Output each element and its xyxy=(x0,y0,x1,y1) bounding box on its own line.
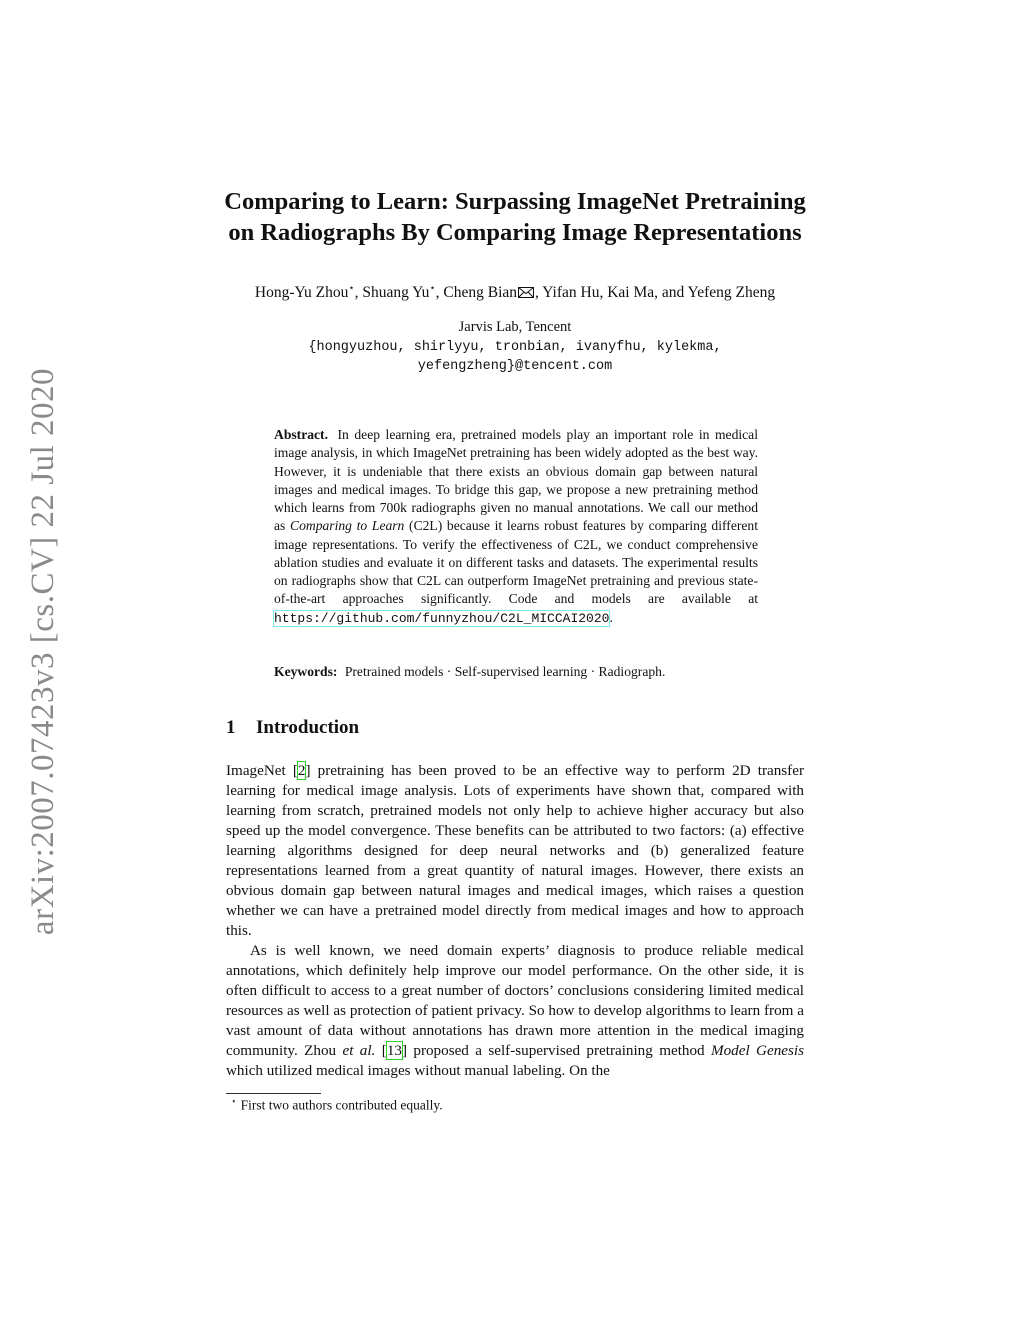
emails-line-2: yefengzheng}@tencent.com xyxy=(417,359,613,374)
para2-text-4: which utilized medical images without manual labeling. On the xyxy=(226,1062,610,1079)
paper-title xyxy=(200,186,830,248)
footnote-star: ⋆ xyxy=(231,1096,237,1106)
remaining-authors: , Yifan Hu, Kai Ma, and Yefeng Zheng xyxy=(535,284,776,302)
abstract-label: Abstract. xyxy=(274,427,328,442)
section-heading xyxy=(226,717,359,739)
title-line-1: Comparing to Learn: Surpassing ImageNet Pretraining xyxy=(224,188,806,215)
affiliation: Jarvis Lab, Tencent xyxy=(458,319,572,335)
para1-text-1: ImageNet [ xyxy=(226,762,298,779)
author-list xyxy=(200,283,830,302)
section-title: Introduction xyxy=(256,717,360,738)
model-name: Model Genesis xyxy=(711,1042,804,1059)
para2-text-3: ] proposed a self-supervised pretraining method xyxy=(401,1042,711,1059)
author-emails xyxy=(200,338,830,376)
keywords-label: Keywords: xyxy=(274,664,338,679)
para2-text-2: [ xyxy=(375,1042,387,1059)
abstract xyxy=(274,426,758,628)
abstract-text-1: In deep learning era, pretrained models play an important role in medical image analysis, in which ImageNet pretraining has been widely adopted as the best way. However, it is undeniable that there exists an obvious domain gap between natural images and medical images. To bridge this gap, we propose a new pretraining method which learns from 700k radiographs given no manual annotations. We call our method as xyxy=(274,427,758,534)
author-1: Hong-Yu Zhou xyxy=(254,284,349,302)
keywords xyxy=(274,664,758,680)
para1-text-2: ] pretraining has been proved to be an effective way to perform 2D transfer learning for medical image analysis. Lots of experiments have shown that, compared with learning from scratch, pretrained models not only help to achieve higher accuracy but also speed up the model convergence. These benefits can be attributed to two factors: (a) effective learning algorithms designed for deep neural networks and (b) generalized feature representations learned from a great quantity of natural images. However, there exists an obvious domain gap between natural images and medical images, which raises a question whether we can have a pretrained model directly from medical images and how to approach this. xyxy=(226,762,804,939)
citation-link[interactable]: 2 xyxy=(297,762,306,779)
footnote xyxy=(231,1096,443,1114)
title-line-2: on Radiographs By Comparing Image Representations xyxy=(228,219,802,246)
author-3: , Cheng Bian xyxy=(435,284,518,302)
body-text xyxy=(226,761,804,1081)
keywords-text: Pretrained models · Self-supervised learning · Radiograph. xyxy=(344,664,666,679)
footnote-rule xyxy=(226,1093,321,1094)
arxiv-identifier: arXiv:2007.07423v3 [cs.CV] 22 Jul 2020 xyxy=(25,367,62,935)
para2-text-1: As is well known, we need domain experts’ diagnosis to produce reliable medical annotations, which definitely help improve our model performance. On the other side, it is often difficult to access to a great number of doctors’ conclusions considering limited medical resources as well as protection of patient privacy. So how to develop algorithms to learn from a vast amount of data without annotations has drawn more attention in the medical imaging community. Zhou xyxy=(226,942,804,1059)
method-name: Comparing to Learn xyxy=(290,518,405,534)
section-number: 1 xyxy=(226,717,236,738)
equal-contribution-star: ⋆ xyxy=(348,283,355,294)
code-repo-link[interactable]: https://github.com/funnyzhou/C2L_MICCAI2020 xyxy=(274,610,610,626)
abstract-text-2: (C2L) because it learns robust features by comparing different image representations. To verify the effectiveness of C2L, we conduct comprehensive ablation studies and evaluate it on different tasks and datasets. The experimental results on radiographs show that C2L can outperform ImageNet pretraining and previous state-of-the-art approaches significantly. Code and models are available at xyxy=(274,518,758,607)
abstract-end: . xyxy=(609,609,613,625)
equal-contribution-star: ⋆ xyxy=(429,283,436,294)
footnote-text: First two authors contributed equally. xyxy=(240,1097,443,1113)
citation-link[interactable]: 13 xyxy=(386,1042,402,1059)
emails-line-1: {hongyuzhou, shirlyyu, tronbian, ivanyfhu, kylekma, xyxy=(308,340,722,355)
paragraph-2 xyxy=(226,941,804,1081)
envelope-icon xyxy=(518,287,534,298)
paragraph-1 xyxy=(226,761,804,941)
et-al: et al. xyxy=(342,1042,376,1059)
author-2: , Shuang Yu xyxy=(354,284,430,302)
arxiv-sidebar xyxy=(26,364,62,938)
